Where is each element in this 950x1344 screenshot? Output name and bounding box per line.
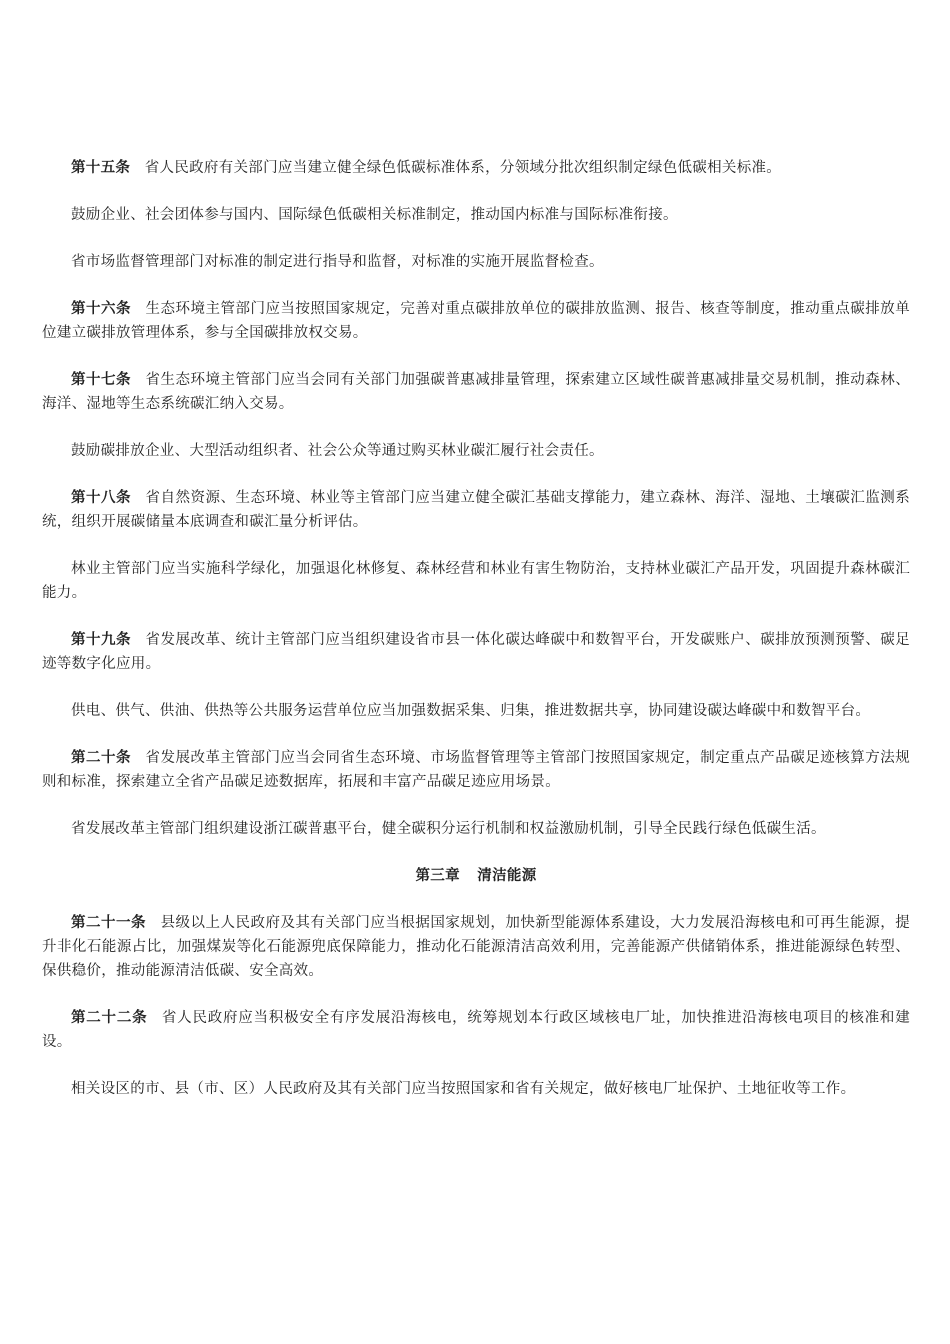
article-number: 第十五条 (71, 159, 131, 176)
article-number: 第十六条 (71, 300, 131, 317)
article-text: 省人民政府有关部门应当建立健全绿色低碳标准体系，分领域分批次组织制定绿色低碳相关标准。 (144, 160, 782, 176)
article-text: 县级以上人民政府及其有关部门应当根据国家规划，加快新型能源体系建设，大力发展沿海核电和可再生能源，提升非化石能源占比，加强煤炭等化石能源兜底保障能力，推动化石能源清洁高效利用，完善能源产供储销体系，推进能源绿色转型、保供稳价，推动能源清洁低碳、安全高效。 (42, 915, 911, 979)
article-number: 第二十二条 (71, 1009, 148, 1026)
paragraph: 鼓励碳排放企业、大型活动组织者、社会公众等通过购买林业碳汇履行社会责任。 (71, 443, 604, 459)
article-20 (42, 746, 910, 794)
article-number: 第二十一条 (71, 914, 146, 931)
paragraph: 省市场监督管理部门对标准的制定进行指导和监督，对标准的实施开展监督检查。 (71, 254, 604, 270)
article-text: 生态环境主管部门应当按照国家规定，完善对重点碳排放单位的碳排放监测、报告、核查等制度，推动重点碳排放单位建立碳排放管理体系，参与全国碳排放权交易。 (42, 301, 911, 341)
article-16 (42, 297, 910, 345)
article-text: 省自然资源、生态环境、林业等主管部门应当建立健全碳汇基础支撑能力，建立森林、海洋、湿地、土壤碳汇监测系统，组织开展碳储量本底调查和碳汇量分析评估。 (42, 490, 911, 530)
article-number: 第十八条 (71, 489, 131, 506)
article-text: 省发展改革、统计主管部门应当组织建设省市县一体化碳达峰碳中和数智平台，开发碳账户、碳排放预测预警、碳足迹等数字化应用。 (42, 632, 911, 672)
article-17 (42, 368, 910, 416)
paragraph: 林业主管部门应当实施科学绿化，加强退化林修复、森林经营和林业有害生物防治，支持林业碳汇产品开发，巩固提升森林碳汇能力。 (42, 561, 910, 601)
chapter-number: 第三章 (415, 867, 460, 884)
article-number: 第十七条 (71, 371, 131, 388)
article-text: 省生态环境主管部门应当会同有关部门加强碳普惠减排量管理，探索建立区域性碳普惠减排量交易机制，推动森林、海洋、湿地等生态系统碳汇纳入交易。 (42, 372, 911, 412)
paragraph: 供电、供气、供油、供热等公共服务运营单位应当加强数据采集、归集，推进数据共享，协同建设碳达峰碳中和数智平台。 (71, 703, 871, 719)
paragraph: 相关设区的市、县（市、区）人民政府及其有关部门应当按照国家和省有关规定，做好核电厂址保护、土地征收等工作。 (71, 1081, 856, 1097)
chapter-heading (42, 864, 910, 888)
paragraph: 省发展改革主管部门组织建设浙江碳普惠平台，健全碳积分运行机制和权益激励机制，引导全民践行绿色低碳生活。 (71, 821, 826, 837)
article-22 (42, 1006, 910, 1054)
article-text: 省发展改革主管部门应当会同省生态环境、市场监督管理等主管部门按照国家规定，制定重点产品碳足迹核算方法规则和标准，探索建立全省产品碳足迹数据库，拓展和丰富产品碳足迹应用场景。 (42, 750, 911, 790)
article-21 (42, 911, 910, 983)
article-19 (42, 628, 910, 676)
article-18 (42, 486, 910, 534)
article-text: 省人民政府应当积极安全有序发展沿海核电，统筹规划本行政区域核电厂址，加快推进沿海核电项目的核准和建设。 (42, 1010, 910, 1050)
article-15 (42, 156, 910, 180)
article-number: 第二十条 (71, 749, 131, 766)
chapter-title: 清洁能源 (477, 867, 537, 884)
article-number: 第十九条 (71, 631, 131, 648)
paragraph: 鼓励企业、社会团体参与国内、国际绿色低碳相关标准制定，推动国内标准与国际标准衔接。 (71, 207, 678, 223)
